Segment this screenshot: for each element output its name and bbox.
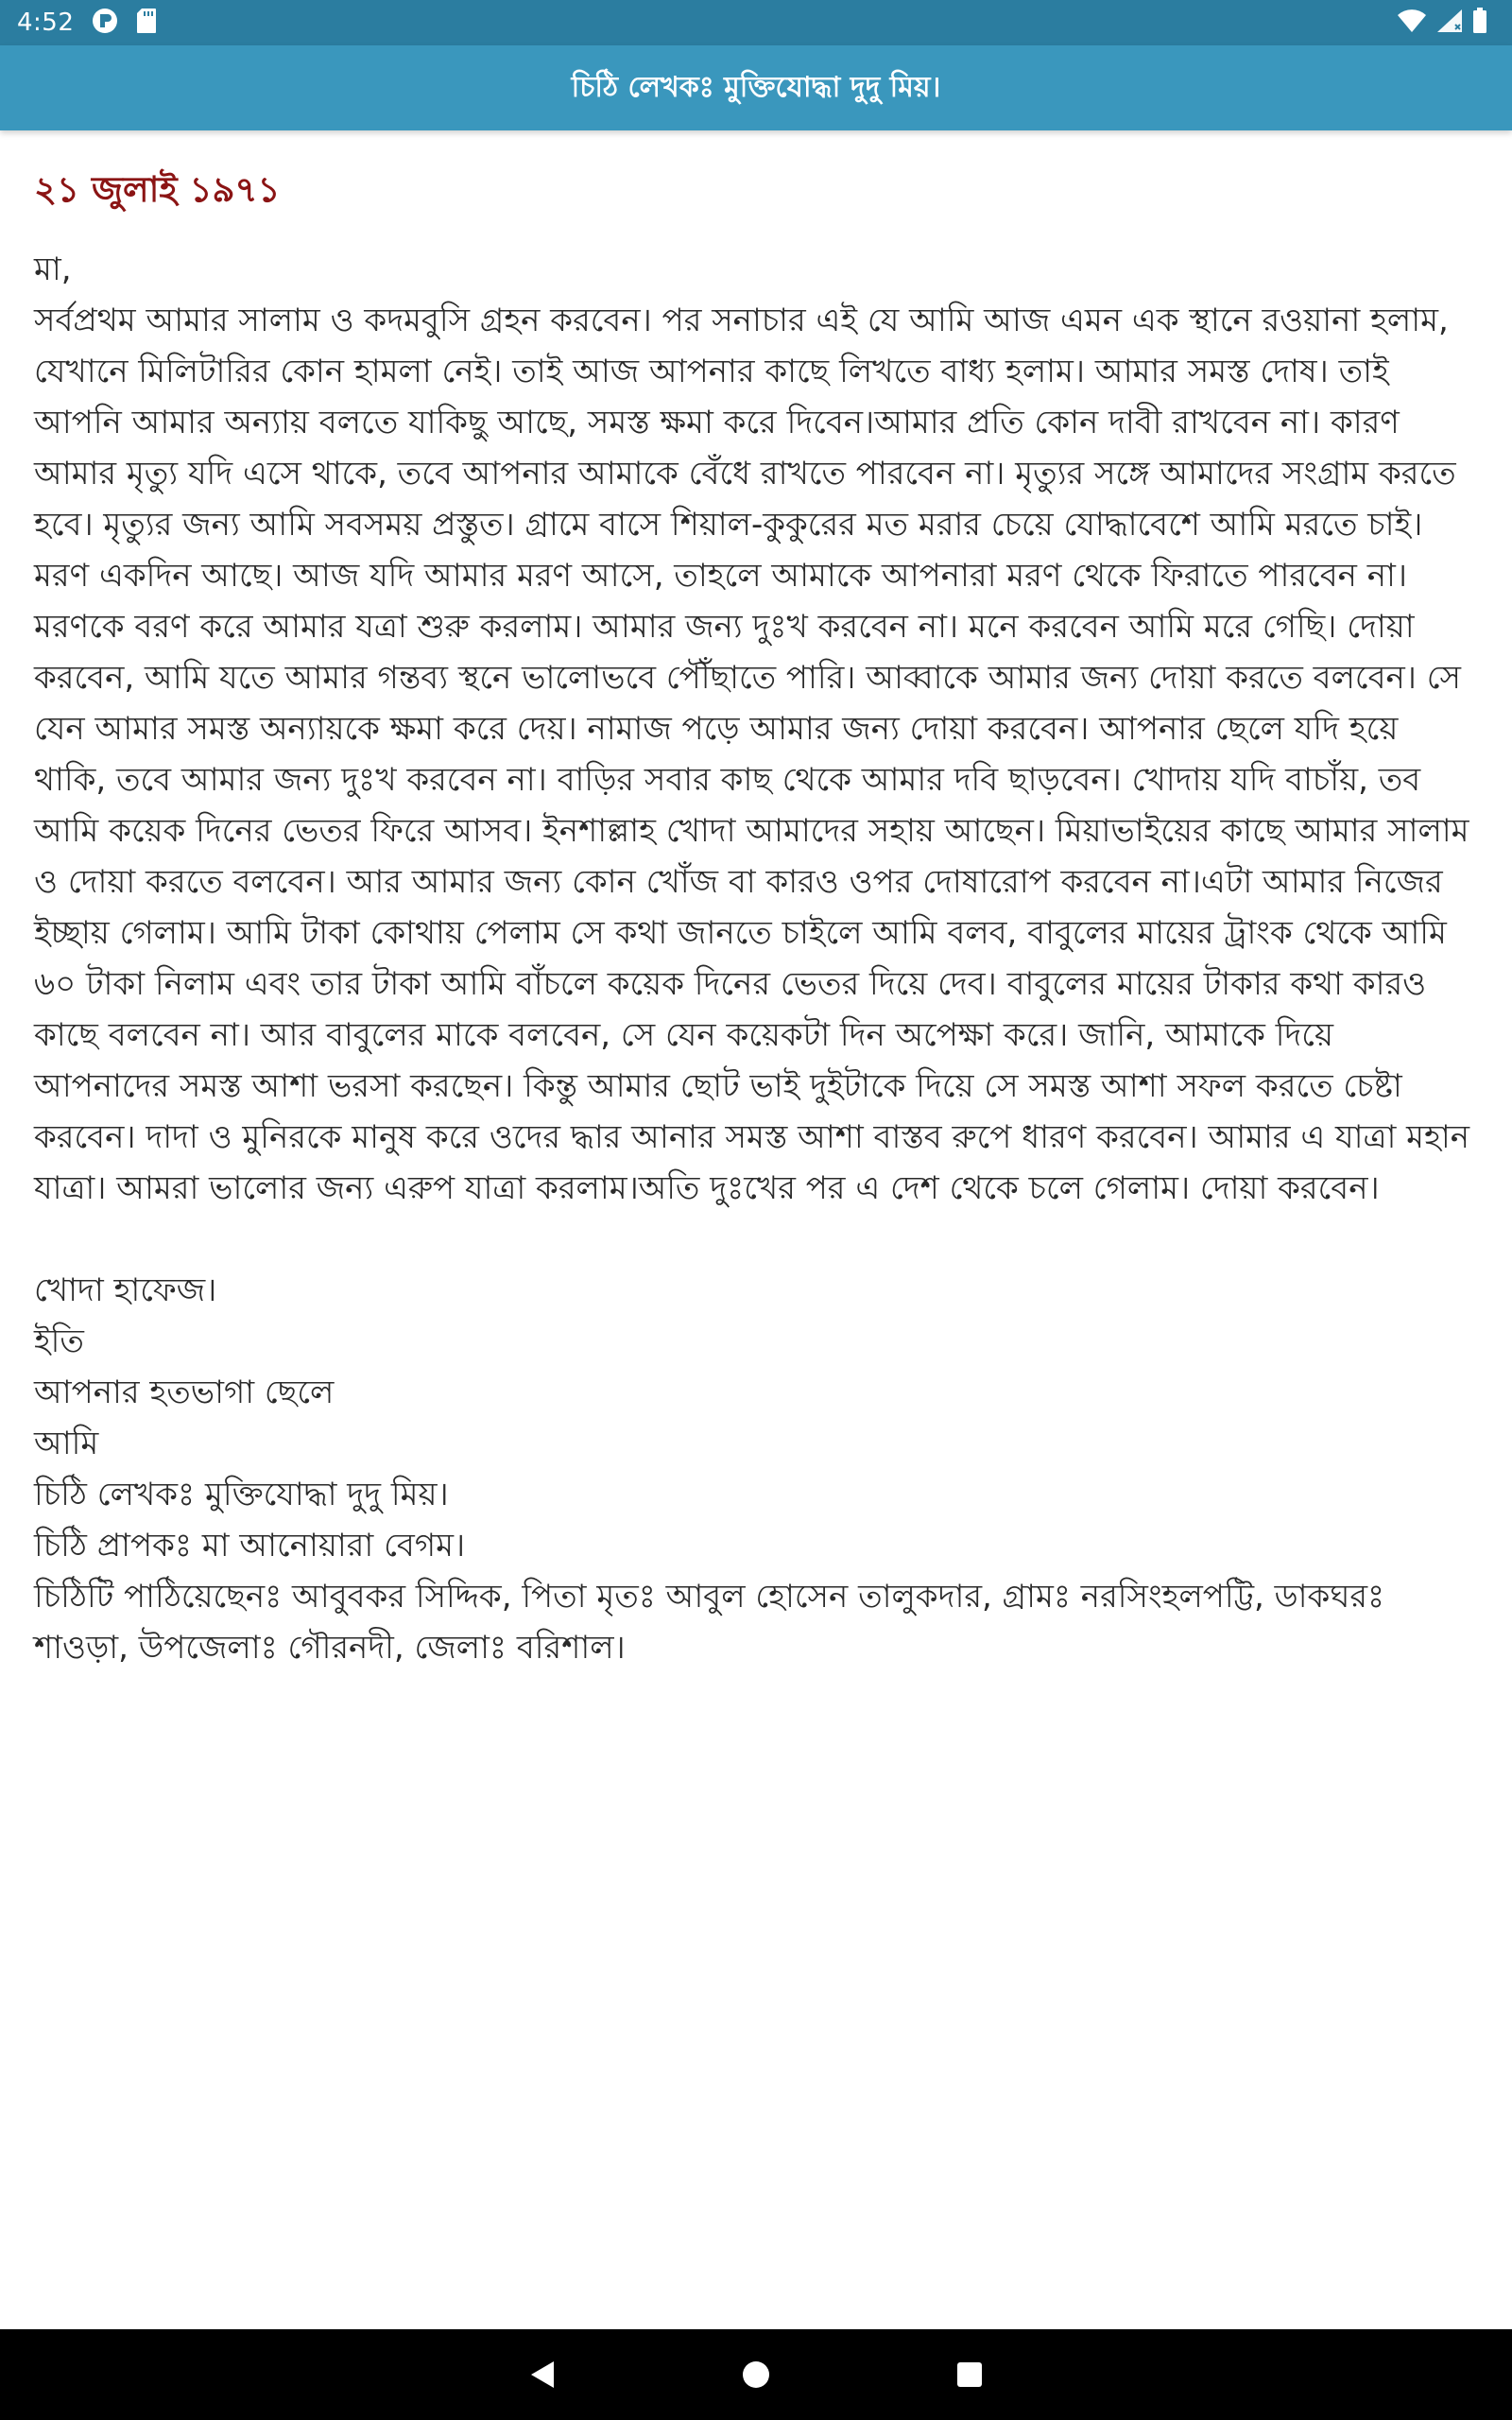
sd-card-icon	[136, 8, 157, 38]
recents-icon	[953, 2358, 987, 2392]
back-button[interactable]	[505, 2337, 580, 2412]
status-right	[1397, 8, 1487, 38]
navigation-bar	[0, 2329, 1512, 2420]
app-bar	[0, 45, 1512, 130]
app-notification-icon	[91, 7, 119, 39]
recents-button[interactable]	[932, 2337, 1007, 2412]
home-button[interactable]	[718, 2337, 794, 2412]
wifi-icon	[1397, 9, 1427, 37]
back-icon	[525, 2358, 559, 2392]
battery-icon	[1472, 8, 1487, 38]
cellular-signal-icon	[1436, 9, 1463, 37]
letter-body: মা, সর্বপ্রথম আমার সালাম ও কদমবুসি গ্রহন করবেন। পর সনাচার এই যে আমি আজ এমন এক স্থানে রওয়ানা হলাম, যেখানে মিলিটারির কোন হামলা নেই। তাই আজ আপনার কাছে লিখতে বাধ্য হলাম। আমার সমস্ত দোষ। তাই আপনি আমার অন্যায় বলতে যাকিছু আছে, সমস্ত ক্ষমা করে দিবেন।আমার প্রতি কোন দাবী রাখবেন না। কারণ আমার মৃত্যু যদি এসে থাকে, তবে আপনার আমাকে বেঁধে রাখতে পারবেন না। মৃত্যুর সঙ্গে আমাদের সংগ্রাম করতে হবে। মৃত্যুর জন্য আমি সবসময় প্রস্তুত। গ্রামে বাসে শিয়াল-কুকুরের মত মরার চেয়ে যোদ্ধাবেশে আমি মরতে চাই। মরণ একদিন আছে। আজ যদি আমার মরণ আসে, তাহলে আমাকে আপনারা মরণ থেকে ফিরাতে পারবেন না। মরণকে বরণ করে আমার যত্রা শুরু করলাম। আমার জন্য দুঃখ করবেন না। মনে করবেন আমি মরে গেছি। দোয়া করবেন, আমি যতে আমার গন্তব্য স্থনে ভালোভবে পৌঁছাতে পারি। আব্বাকে আমার জন্য দোয়া করতে বলবেন। সে যেন আমার সমস্ত অন্যায়কে ক্ষমা করে দেয়। নামাজ পড়ে আমার জন্য দোয়া করবেন। আপনার ছেলে যদি হয়ে থাকি, তবে আমার জন্য দুঃখ করবেন না। বাড়ির সবার কাছ থেকে আমার দবি ছাড়বেন। খোদায় যদি বাচাঁয়, তব আমি কয়েক দিনের ভেতর ফিরে আসব। ইনশাল্লাহ খোদা আমাদের সহায় আছেন। মিয়াভাইয়ের কাছে আমার সালাম ও দোয়া করতে বলবেন। আর আমার জন্য কোন খোঁজ বা কারও ওপর দোষারোপ করবেন না।এটা আমার নিজের ইচ্ছায় গেলাম। আমি টাকা কোথায় পেলাম সে কথা জানতে চাইলে আমি বলব, বাবুলের মায়ের ট্রাংক থেকে আমি ৬০ টাকা নিলাম এবং তার টাকা আমি বাঁচলে কয়েক দিনের ভেতর দিয়ে দেব। বাবুলের মায়ের টাকার কথা কারও কাছে বলবেন না। আর বাবুলের মাকে বলবেন, সে যেন কয়েকটা দিন অপেক্ষা করে। জানি, আমাকে দিয়ে আপনাদের সমস্ত আশা ভরসা করছেন। কিন্তু আমার ছোট ভাই দুইটাকে দিয়ে সে সমস্ত আশা সফল করতে চেষ্টা করবেন। দাদা ও মুনিরকে মানুষ করে ওদের দ্ধার আনার সমস্ত আশা বাস্তব রুপে ধারণ করবেন। আমার এ যাত্রা মহান যাত্রা। আমরা ভালোর জন্য এরুপ যাত্রা করলাম।অতি দুঃখের পর এ দেশ থেকে চলে গেলাম। দোয়া করবেন। খোদা হাফেজ। ইতি আপনার হতভাগা ছেলে আমি চিঠি লেখকঃ মুক্তিযোদ্ধা দুদু মিয়। চিঠি প্রাপকঃ মা আনোয়ারা বেগম। চিঠিটি পাঠিয়েছেনঃ আবুবকর সিদ্দিক, পিতা মৃতঃ আবুল হোসেন তালুকদার, গ্রামঃ নরসিংহলপট্টি, ডাকঘরঃ শাওড়া, উপজেলাঃ গৌরনদী, জেলাঃ বরিশাল।	[34, 251, 1470, 1667]
status-bar	[0, 0, 1512, 45]
status-time: 4:52	[17, 9, 75, 37]
status-left	[17, 7, 157, 39]
home-icon	[739, 2358, 773, 2392]
letter-content	[34, 163, 1478, 1673]
app-title: চিঠি লেখকঃ মুক্তিযোদ্ধা দুদু মিয়।	[571, 70, 941, 104]
letter-date: ২১ জুলাই ১৯৭১	[34, 169, 281, 210]
